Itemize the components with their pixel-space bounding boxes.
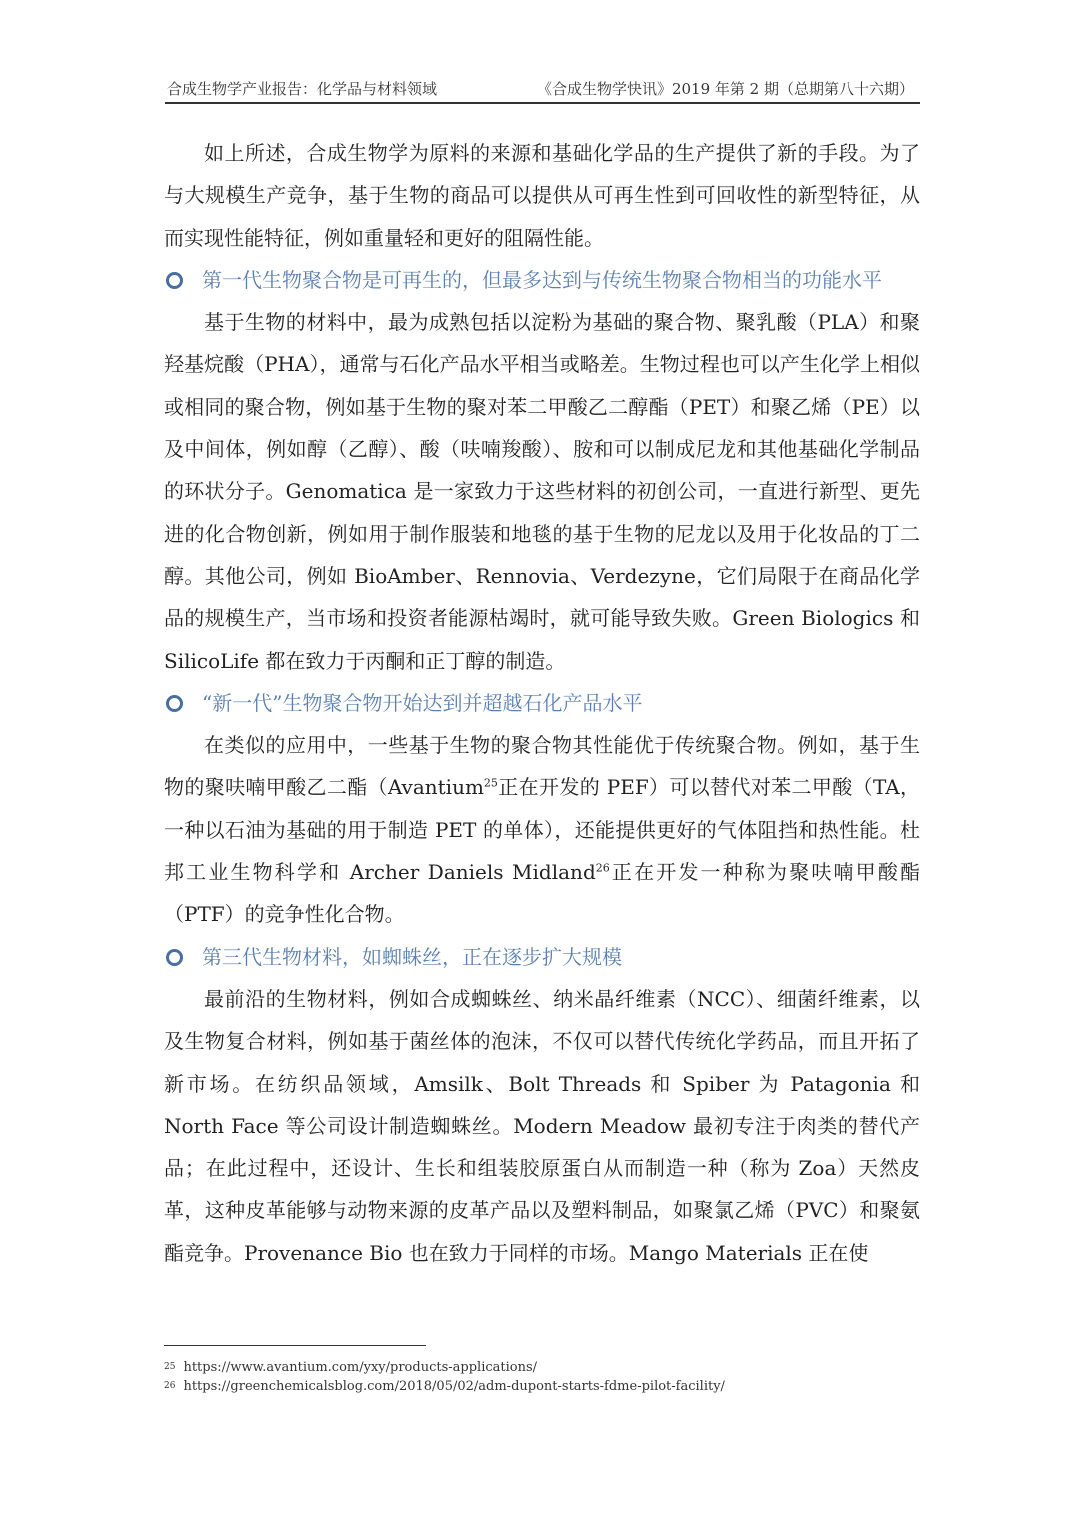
footnote-divider	[164, 1345, 426, 1346]
paragraph-text: 正在开发的 PEF）可以替代对苯二甲酸（TA，一种以石油为基础的用于制造 PET 的单体），还能提供更好的气体阻挡和热性能。杜邦工业生物科学和 Archer Daniels Midland	[164, 775, 920, 885]
circle-bullet-icon	[166, 949, 183, 966]
header-report-title: 合成生物学产业报告：化学品与材料领域	[167, 80, 438, 98]
section-heading-third-gen	[164, 936, 920, 978]
footnote-26	[164, 1377, 920, 1396]
footnote-25	[164, 1358, 920, 1377]
footnote-number: 26	[164, 1381, 176, 1391]
circle-bullet-icon	[166, 695, 183, 712]
footnotes	[164, 1358, 920, 1396]
third-gen-paragraph: 最前沿的生物材料，例如合成蜘蛛丝、纳米晶纤维素（NCC）、细菌纤维素，以及生物复合材料，例如基于菌丝体的泡沫，不仅可以替代传统化学药品，而且开拓了新市场。在纺织品领域，Amsilk、Bolt Threads 和 Spiber 为 Patagonia 和 North Face 等公司设计制造蜘蛛丝。Modern Meadow 最初专注于肉类的替代产品；在此过程中，还设计、生长和组装胶原蛋白从而制造一种（称为 Zoa）天然皮革，这种皮革能够与动物来源的皮革产品以及塑料制品，如聚氯乙烯（PVC）和聚氨酯竞争。Provenance Bio 也在致力于同样的市场。Mango Materials 正在使	[164, 986, 920, 1265]
header-issue-info: 《合成生物学快讯》2019 年第 2 期（总期第八十六期）	[536, 80, 914, 98]
page-header	[165, 76, 920, 104]
paragraph-text: 正在开发一种称为聚呋喃甲酸酯（PTF）的竞争性化合物。	[164, 860, 921, 927]
main-content	[164, 132, 920, 1274]
footnote-number: 25	[164, 1362, 176, 1372]
footnote-link[interactable]: https://greenchemicalsblog.com/2018/05/02/adm-dupont-starts-fdme-pilot-facility/	[183, 1379, 725, 1394]
paragraph-text: 在类似的应用中，一些基于生物的聚合物其性能优于传统聚合物。例如，基于生物的聚呋喃甲酸乙二酯（Avantium	[164, 733, 920, 800]
section-heading-new-gen	[164, 682, 920, 724]
circle-bullet-icon	[166, 272, 183, 289]
footnote-link[interactable]: https://www.avantium.com/yxy/products-applications/	[183, 1360, 538, 1375]
section-heading-text: 第三代生物材料，如蜘蛛丝，正在逐步扩大规模	[202, 944, 622, 969]
footnote-ref-26: 26	[595, 861, 610, 875]
footnote-ref-25: 25	[483, 776, 498, 790]
new-gen-paragraph	[164, 724, 920, 935]
section-heading-first-gen	[164, 259, 920, 301]
first-gen-paragraph: 基于生物的材料中，最为成熟包括以淀粉为基础的聚合物、聚乳酸（PLA）和聚羟基烷酸（PHA），通常与石化产品水平相当或略差。生物过程也可以产生化学上相似或相同的聚合物，例如基于生物的聚对苯二甲酸乙二醇酯（PET）和聚乙烯（PE）以及中间体，例如醇（乙醇）、酸（呋喃羧酸）、胺和可以制成尼龙和其他基础化学制品的环状分子。Genomatica 是一家致力于这些材料的初创公司，一直进行新型、更先进的化合物创新，例如用于制作服装和地毯的基于生物的尼龙以及用于化妆品的丁二醇。其他公司，例如 BioAmber、Rennovia、Verdezyne，它们局限于在商品化学品的规模生产，当市场和投资者能源枯竭时，就可能导致失败。Green Biologics 和 SilicoLife 都在致力于丙酮和正丁醇的制造。	[164, 310, 920, 673]
section-heading-text: 第一代生物聚合物是可再生的，但最多达到与传统生物聚合物相当的功能水平	[202, 267, 882, 292]
section-heading-text: “新一代”生物聚合物开始达到并超越石化产品水平	[202, 690, 643, 715]
intro-paragraph: 如上所述，合成生物学为原料的来源和基础化学品的生产提供了新的手段。为了与大规模生产竞争，基于生物的商品可以提供从可再生性到可回收性的新型特征，从而实现性能特征，例如重量轻和更好的阻隔性能。	[164, 141, 920, 250]
